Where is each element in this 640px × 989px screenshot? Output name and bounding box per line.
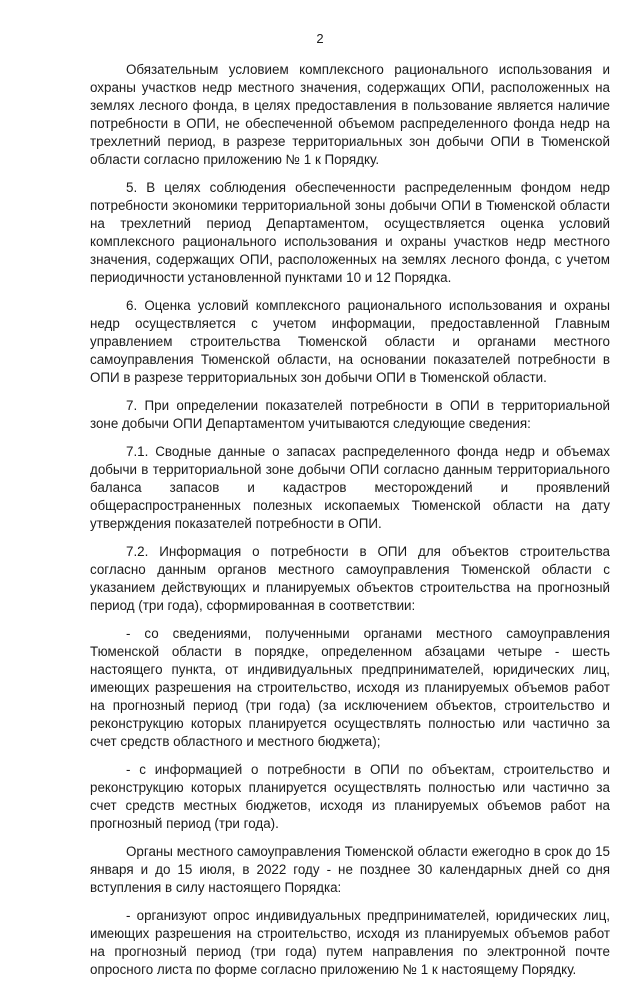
paragraph-bullet-entrepreneurs: - со сведениями, полученными органами местного самоуправления Тюменской области в порядке, определенном абзацами четыре - шесть настоящего пункта, от индивидуальных предпринимателей, юридических лиц, имеющих разрешения на строительство, исходя из планируемых объемов работ на прогнозный период (три года) (за исключением объектов, строительство и реконструкцию которых планируется осуществлять полностью или частично за счет средств областного и местного бюджета); (90, 626, 610, 749)
document-body (90, 61, 610, 989)
paragraph-item-7: 7. При определении показателей потребности в ОПИ в территориальной зоне добычи ОПИ Департаментом учитываются следующие сведения: (90, 398, 610, 431)
paragraph-item-6: 6. Оценка условий комплексного рационального использования и охраны недр осуществляется с учетом информации, предоставленной Главным управлением строительства Тюменской области и органами местного самоуправления Тюменской области, на основании показателей потребности в ОПИ в разрезе территориальных зон добычи ОПИ в Тюменской области. (90, 298, 610, 385)
paragraph-bullet-local-budgets: - с информацией о потребности в ОПИ по объектам, строительство и реконструкцию которых планируется осуществлять полностью или частично за счет средств местных бюджетов, исходя из планируемых объемов работ на прогнозный период (три года). (90, 762, 610, 831)
paragraph-item-7-1: 7.1. Сводные данные о запасах распределенного фонда недр и объемах добычи в территориальной зоне добычи ОПИ согласно данным территориального баланса запасов и кадастров месторождений и проявлений общераспространенных полезных ископаемых Тюменской области на дату утверждения показателей потребности в ОПИ. (90, 444, 610, 531)
paragraph-item-5: 5. В целях соблюдения обеспеченности распределенным фондом недр потребности экономики территориальной зоны добычи ОПИ в Тюменской области на трехлетний период Департаментом, осуществляется оценка условий комплексного рационального использования и охраны участков недр местного значения, содержащих ОПИ, расположенных на землях лесного фонда, с учетом периодичности установленной пунктами 10 и 12 Порядка. (90, 180, 610, 285)
paragraph-local-authorities-deadlines: Органы местного самоуправления Тюменской области ежегодно в срок до 15 января и до 15 июля, в 2022 году - не позднее 30 календарных дней со дня вступления в силу настоящего Порядка: (90, 844, 610, 895)
paragraph-item-7-2: 7.2. Информация о потребности в ОПИ для объектов строительства согласно данным органов местного самоуправления Тюменской области с указанием действующих и планируемых объектов строительства на прогнозный период (три года), сформированная в соответствии: (90, 544, 610, 613)
page-number: 2 (316, 31, 324, 46)
paragraph-bullet-survey: - организуют опрос индивидуальных предпринимателей, юридических лиц, имеющих разрешения на строительство, исходя из планируемых объемов работ на прогнозный период (три года) путем направления по электронной почте опросного листа по форме согласно приложению № 1 к настоящему Порядку. (90, 908, 610, 977)
paragraph-obligatory-condition: Обязательным условием комплексного рационального использования и охраны участков недр местного значения, содержащих ОПИ, расположенных на землях лесного фонда, в целях предоставления в пользование является наличие потребности в ОПИ, не обеспеченной объемом распределенного фонда недр на трехлетний период, в разрезе территориальных зон добычи ОПИ в Тюменской области согласно приложению № 1 к Порядку. (90, 62, 610, 167)
